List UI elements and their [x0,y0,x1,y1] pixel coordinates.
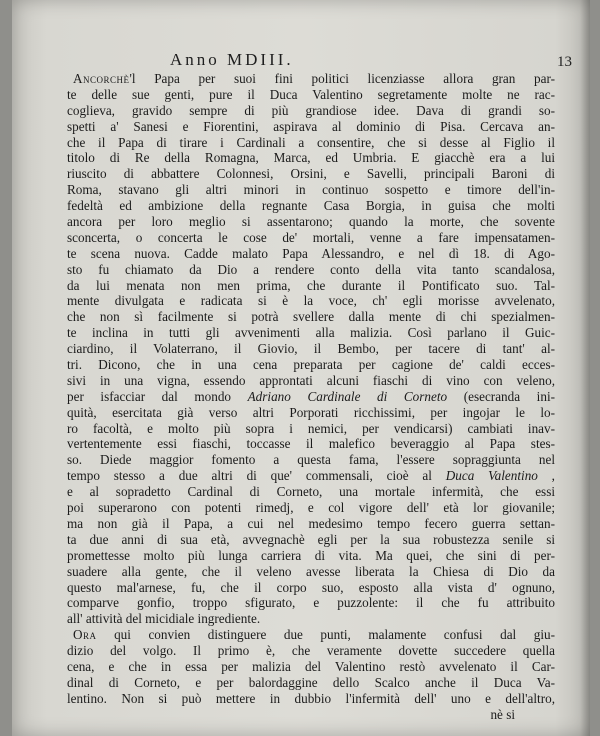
text-line: riuscito di abbattere Colonnesi, Orsini, e Savelli, principali Baroni di [67,166,555,182]
text-line: ancora per loro meglio si assentarono; quando la morte, che sovente [67,214,555,230]
text-line: ta due anni di sua età, avvegnachè egli per la sua robustezza senile si [67,531,555,547]
text-line: fedeltà ed ambizione della regnante Casa Borgia, in guisa che molti [67,198,555,214]
paragraph [67,627,555,706]
text-line: ro facoltà, e molto più sopra i nemici, per vendicarsi) cambiati inav- [67,420,555,436]
text-line: per isfacciar dal mondo Adriano Cardinale di Corneto (esecranda ini- [67,388,555,404]
text-line: vertentemente essi fiaschi, toccasse il malefico beveraggio al Papa stes- [67,436,555,452]
text-line: poi superarono con potenti rimedj, e col vigore dell' età lor giovanile; [67,500,555,516]
running-head: Anno MDIII. [170,50,294,69]
text-line: sto fu chiamato da Dio a rendere conto della vita tanto scandalosa, [67,261,555,277]
text-line: coglieva, gravido sempre di più grandiose idee. Dava di grandi so- [67,102,555,118]
text-line: mente divulgata e radicata si è la voce, ch' egli morisse avvelenato, [67,293,555,309]
italic-name: Adriano Cardinale di Corneto [247,388,448,404]
paragraph [67,71,555,627]
text-line: titolo di Re della Romagna, Marca, ed Umbria. E giacchè era a lui [67,150,555,166]
text-line: comparve gonfio, troppo sfigurato, e puzzolente: il che fu attribuito [67,595,555,611]
text-line: e al sopradetto Cardinal di Corneto, una mortale infermità, che essi [67,484,555,500]
text-line: suadere alla gente, che il veleno avesse liberata la Chiesa di Dio da [67,563,555,579]
body-text [67,71,555,723]
lead-word: Ora [73,627,97,643]
text-line: cena, e che in essa per malizia del Valentino restò avvelenato il Car- [67,658,555,674]
text-line: che il Papa di tirare i Cardinali a consentire, che si desse al Figlio il [67,134,555,150]
text-line: sconcerta, o concerta le cose de' mortali, venne a fare impensatamen- [67,229,555,245]
text-line: ma non già il Papa, a cui nel medesimo tempo fecero guerra settan- [67,515,555,531]
text-line: dinal di Corneto, e per balordaggine dello Scalco anche il Duca Va- [67,674,555,690]
text-line: te scena nuova. Cadde malato Papa Alessandro, e nel dì 18. di Ago- [67,245,555,261]
text-line: tri. Dicono, che in una cena preparata per cagione de' caldi ecces- [67,357,555,373]
page-header [12,44,590,74]
catchword: nè si [490,706,515,722]
text-line: all' attività del micidiale ingrediente. [67,611,261,627]
text-line: spetti a' Sanesi e Fiorentini, aspirava al dominio di Pisa. Cercava an- [67,118,555,134]
italic-name: Duca Valentino [445,468,538,484]
text-line: dizio del volgo. Il primo è, che veramente dovette succedere quella [67,643,555,659]
text-line: Roma, stavano gli altri minori in continuo sospetto e timore dell'in- [67,182,555,198]
text-line: questo mal'arnese, fu, che il corpo suo, esposto alla vista d' ognuno, [67,579,555,595]
text-line: ciardino, il Volaterrano, il Giovio, il Bembo, per tacere di tant' al- [67,341,555,357]
text-line: so. Diede maggior fomento a questa fama, l'essere sopraggiunta nel [67,452,555,468]
lead-word: Ancorchè [73,71,130,86]
text-line: quità, esercitata già verso altri Porporati ricchissimi, per ingojar le lo- [67,404,555,420]
page-number: 13 [557,54,572,70]
text-line: te inclina in tutti gli avvenimenti alla malizia. Così parlano il Guic- [67,325,555,341]
text-line: tempo stesso a due altri di que' commensali, cioè al Duca Valentino , [67,468,555,484]
text-line: te delle sue genti, pure il Duca Valentino segretamente molte ne rac- [67,86,555,102]
page-edge-shadow [580,0,590,736]
text-line: che non sì facilmente si potrà svellere dalla mente di chi spezialmen- [67,309,555,325]
text-line: promettesse molto più lunga carriera di vita. Ma quei, che sini di per- [67,547,555,563]
text-line: Ora qui convien distinguere due punti, malamente confusi dal giu- [73,627,555,643]
text-line: Ancorchè'l Papa per suoi fini politici licenziasse allora gran par- [73,71,555,86]
text-line: sivi in una vigna, essendo approntati alcuni fiaschi di vino con veleno, [67,372,555,388]
book-page [12,0,590,736]
text-line: lentino. Non si può mettere in dubbio l'infermità dell' uno e dell'altro, [67,690,555,706]
text-line: da lui menata non men prima, che durante il Pontificato suo. Tal- [67,277,555,293]
